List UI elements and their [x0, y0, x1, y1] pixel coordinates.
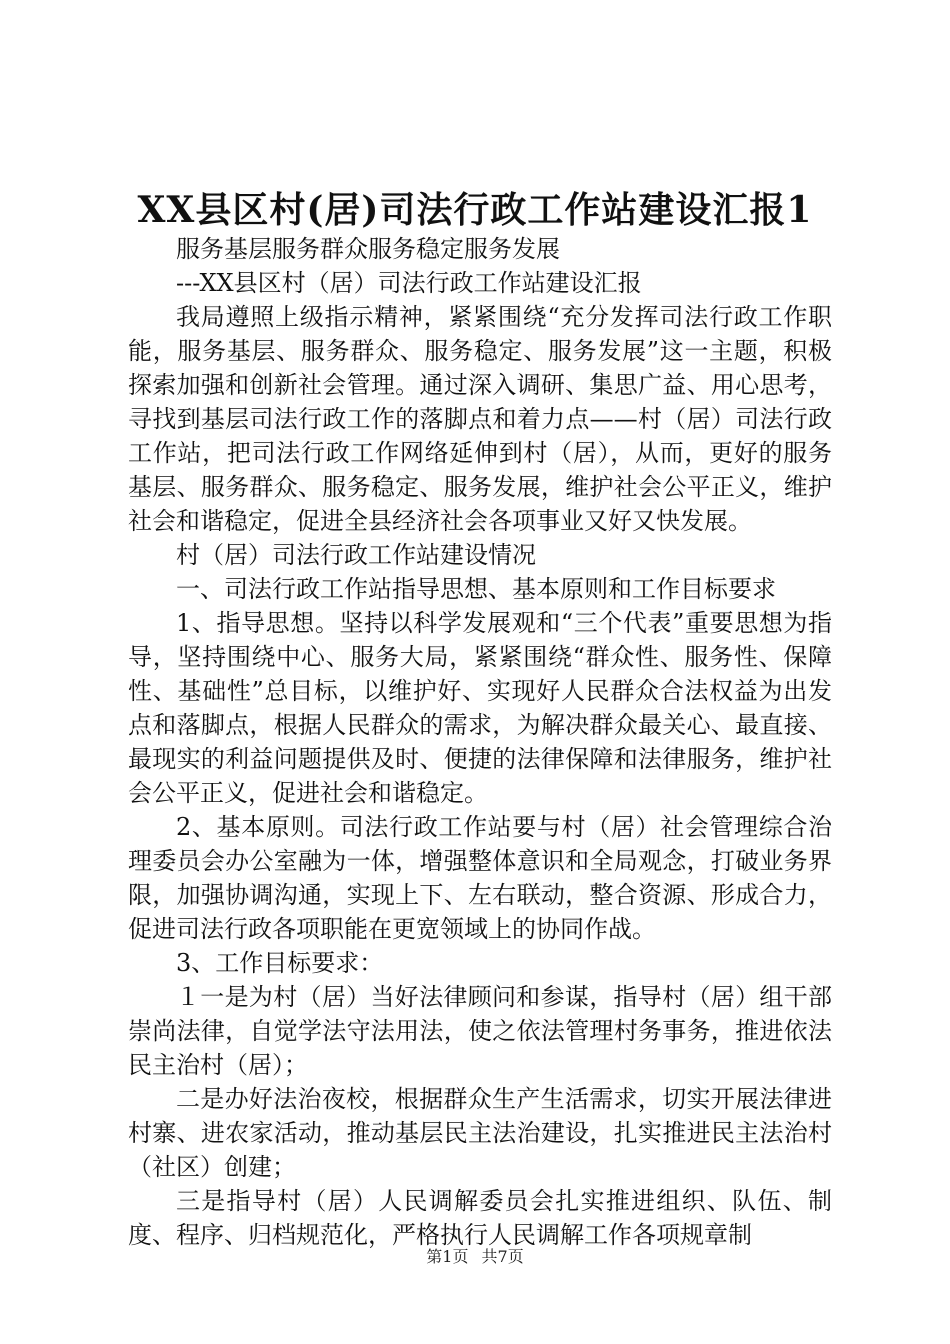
subtitle-line: 服务基层服务群众服务稳定服务发展	[176, 235, 560, 263]
paragraph: 二是办好法治夜校，根据群众生产生活需求，切实开展法律进村寨、进农家活动，推动基层民主法治建设，扎实推进民主法治村（社区）创建；	[128, 1085, 832, 1181]
section-heading: 一、司法行政工作站指导思想、基本原则和工作目标要求	[176, 575, 776, 603]
paragraph: 我局遵照上级指示精神，紧紧围绕“充分发挥司法行政工作职能，服务基层、服务群众、服务稳定、服务发展”这一主题，积极探索加强和创新社会管理。通过深入调研、集思广益、用心思考，寻找到基层司法行政工作的落脚点和着力点——村（居）司法行政工作站，把司法行政工作网络延伸到村（居），从而，更好的服务基层、服务群众、服务稳定、服务发展，维护社会公平正义，维护社会和谐稳定，促进全县经济社会各项事业又好又快发展。	[128, 303, 832, 535]
page-total: 共7页	[481, 1247, 524, 1266]
section-heading: 3、工作目标要求：	[176, 949, 384, 977]
paragraph: 1、指导思想。坚持以科学发展观和“三个代表”重要思想为指导，坚持围绕中心、服务大局，紧紧围绕“群众性、服务性、保障性、基础性”总目标，以维护好、实现好人民群众合法权益为出发点和落脚点，根据人民群众的需求，为解决群众最关心、最直接、最现实的利益问题提供及时、便捷的法律保障和法律服务，维护社会公平正义，促进社会和谐稳定。	[128, 609, 832, 807]
document-title: XX县区村(居)司法行政工作站建设汇报1	[137, 189, 813, 231]
paragraph: 2、基本原则。司法行政工作站要与村（居）社会管理综合治理委员会办公室融为一体，增强整体意识和全局观念，打破业务界限，加强协调沟通，实现上下、左右联动，整合资源、形成合力，促进司法行政各项职能在更宽领域上的协同作战。	[128, 813, 832, 943]
document-body	[128, 232, 832, 1252]
paragraph: 三是指导村（居）人民调解委员会扎实推进组织、队伍、制度、程序、归档规范化，严格执行人民调解工作各项规章制	[128, 1187, 832, 1249]
paragraph: １一是为村（居）当好法律顾问和参谋，指导村（居）组干部崇尚法律，自觉学法守法用法，使之依法管理村务事务，推进依法民主治村（居）；	[128, 983, 832, 1079]
page-footer	[0, 1246, 950, 1268]
section-heading: 村（居）司法行政工作站建设情况	[176, 541, 536, 569]
page-number: 第1页	[426, 1247, 469, 1266]
subtitle-line: ---XX县区村（居）司法行政工作站建设汇报	[176, 269, 642, 297]
